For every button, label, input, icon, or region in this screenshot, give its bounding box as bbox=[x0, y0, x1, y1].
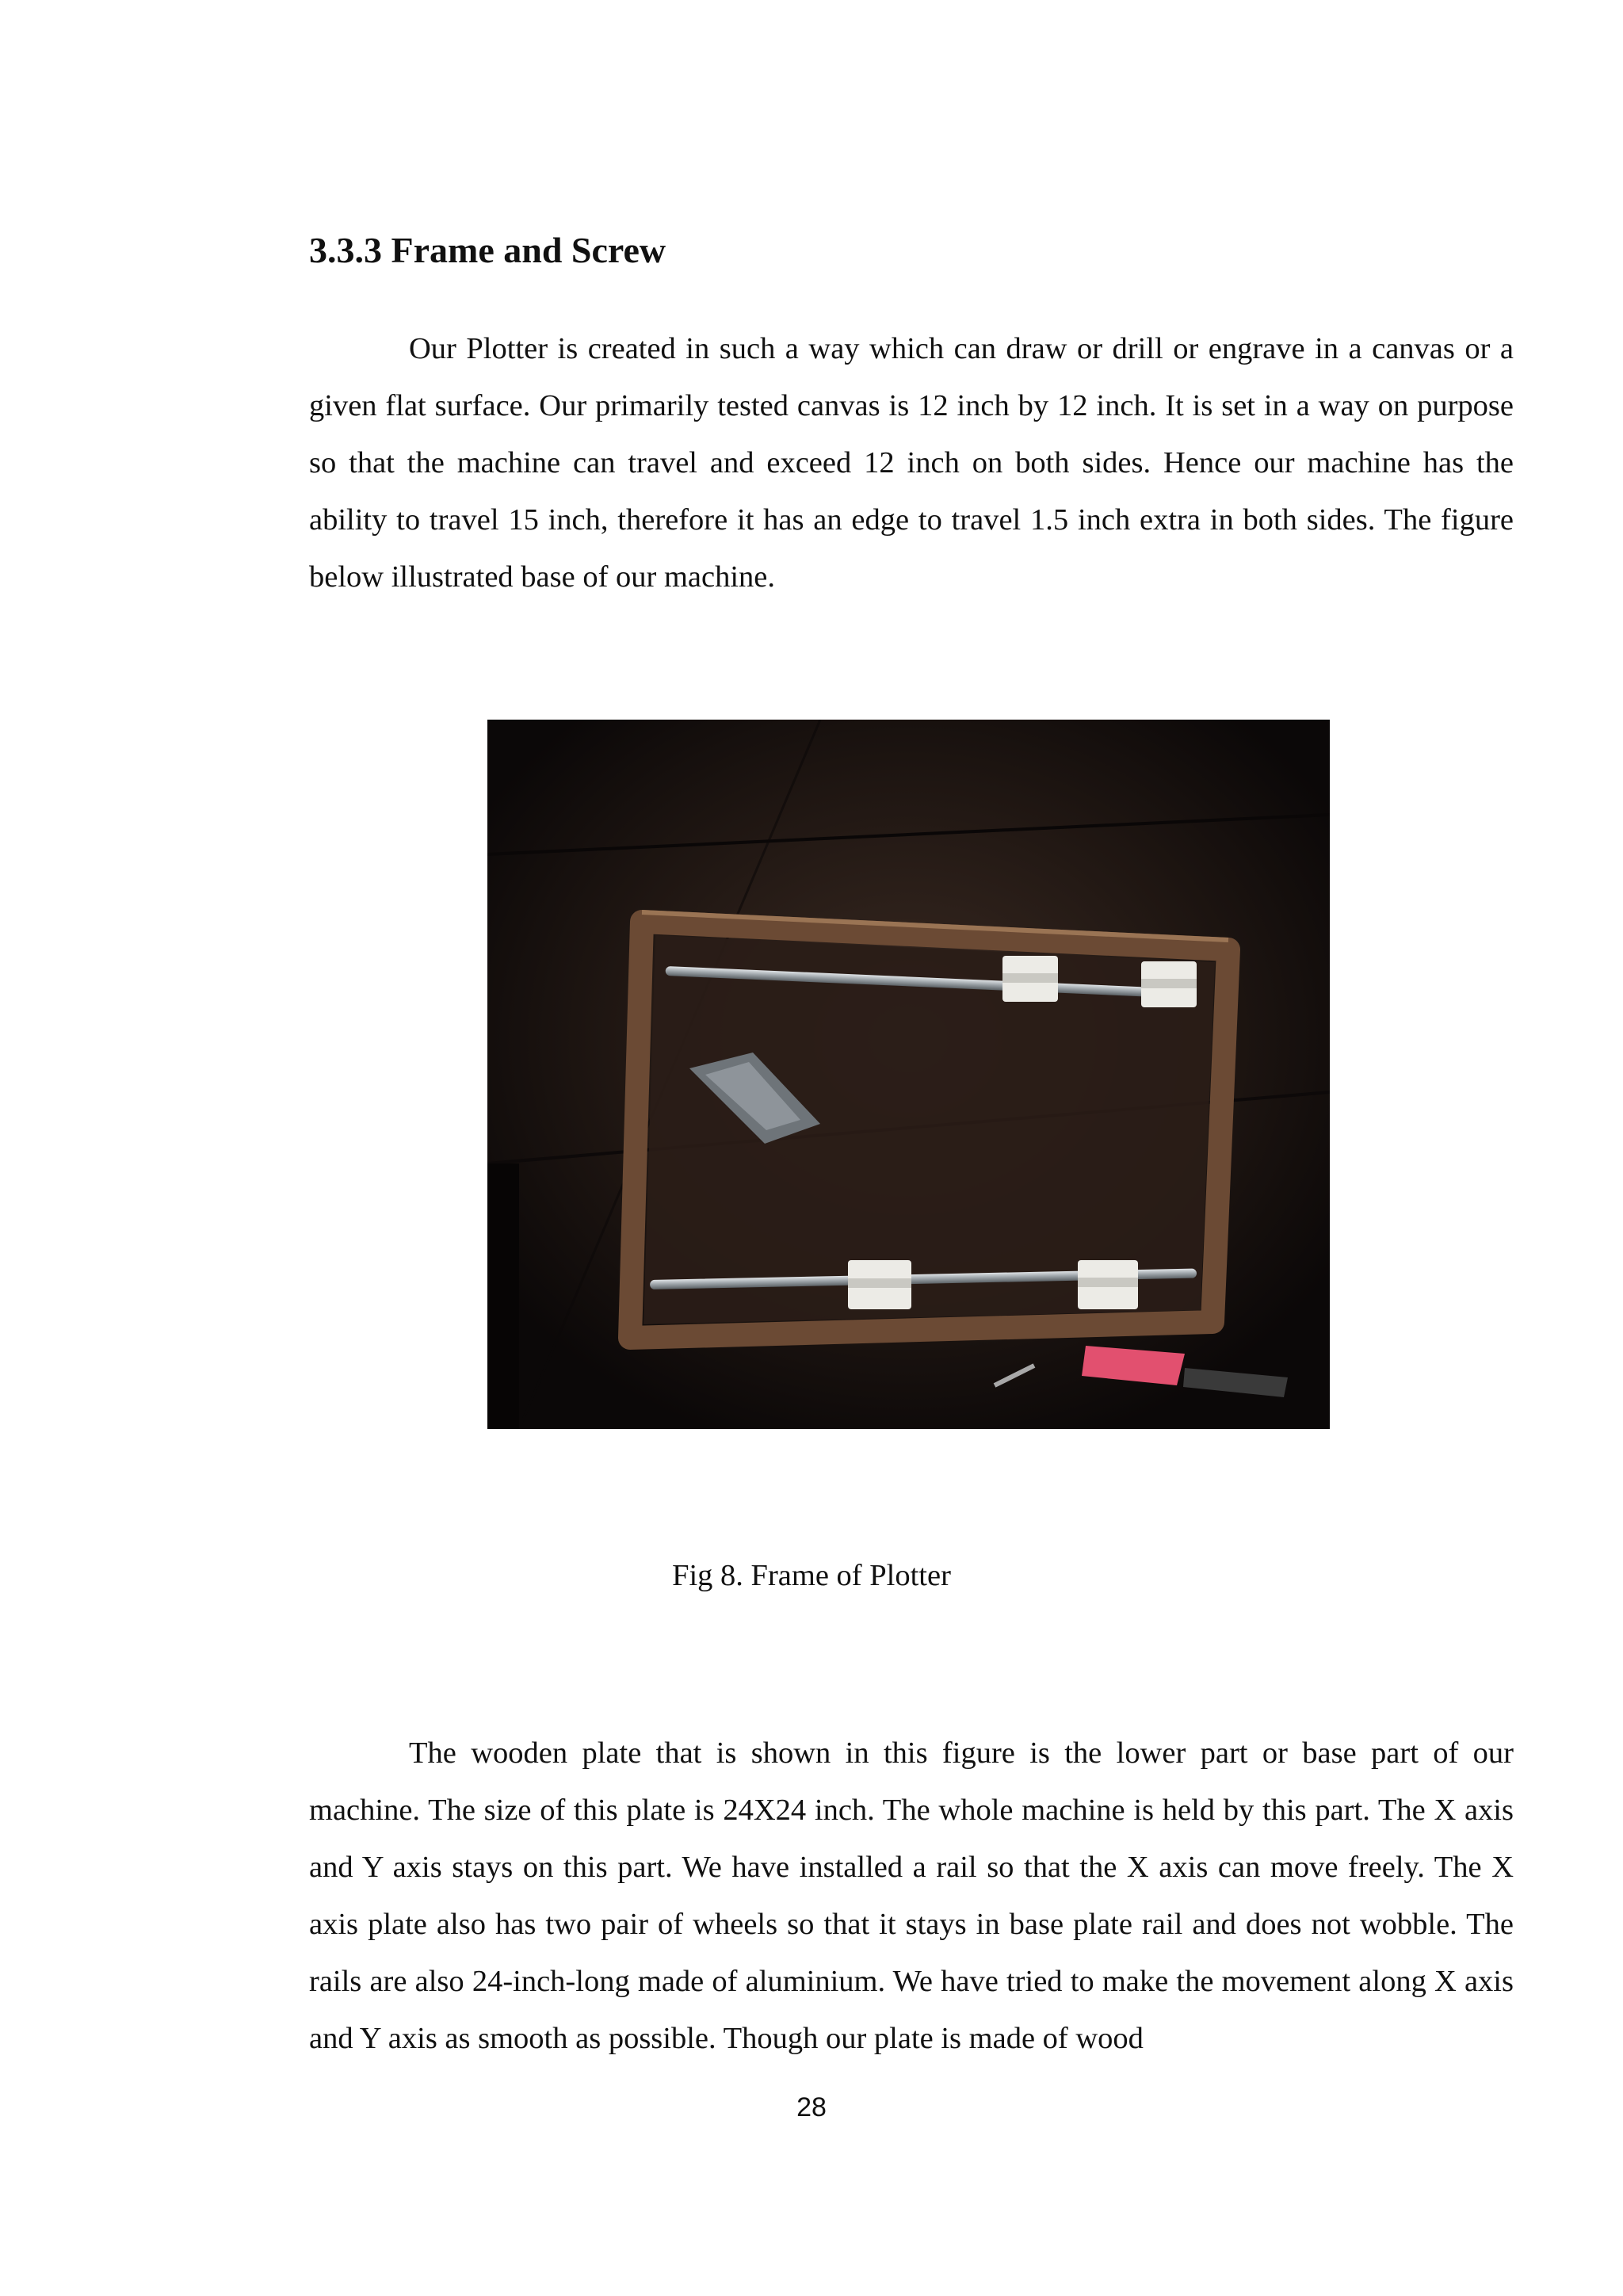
top-bearing-block-right bbox=[1141, 961, 1197, 1007]
paragraph-base-plate-text: The wooden plate that is shown in this figure is the lower part or base part of our machine. The size of this plate is 24X24 inch. The whole machine is held by this part. The X axis and Y axis stays on this part. We have installed a rail so that the X axis can move freely. The X axis plate also has two pair of wheels so that it stays in base plate rail and does not wobble. The rails are also 24-inch-long made of aluminium. We have tried to make the movement along X axis and Y axis as smooth as possible. Though our plate is made of wood bbox=[309, 1736, 1514, 2055]
plotter-frame-illustration bbox=[487, 720, 1330, 1429]
bottom-bearing-block-right bbox=[1078, 1260, 1138, 1309]
page-number: 28 bbox=[796, 2092, 827, 2122]
paragraph-base-plate bbox=[309, 1725, 1514, 2067]
section-heading: 3.3.3 Frame and Screw bbox=[309, 230, 666, 270]
shadow-left-edge bbox=[487, 1163, 519, 1429]
figure-photo-plotter-frame bbox=[487, 720, 1330, 1429]
paragraph-intro bbox=[309, 320, 1514, 606]
bottom-bearing-block-left bbox=[848, 1260, 911, 1309]
top-bearing-block-left bbox=[1002, 956, 1058, 1002]
paragraph-intro-text: Our Plotter is created in such a way which can draw or drill or engrave in a canvas or a given flat surface. Our primarily tested canvas is 12 inch by 12 inch. It is set in a way on purpose so that the machine can travel and exceed 12 inch on both sides. Hence our machine has the ability to travel 15 inch, therefore it has an edge to travel 1.5 inch extra in both sides. The figure below illustrated base of our machine. bbox=[309, 332, 1514, 594]
figure-caption: Fig 8. Frame of Plotter bbox=[672, 1559, 951, 1592]
